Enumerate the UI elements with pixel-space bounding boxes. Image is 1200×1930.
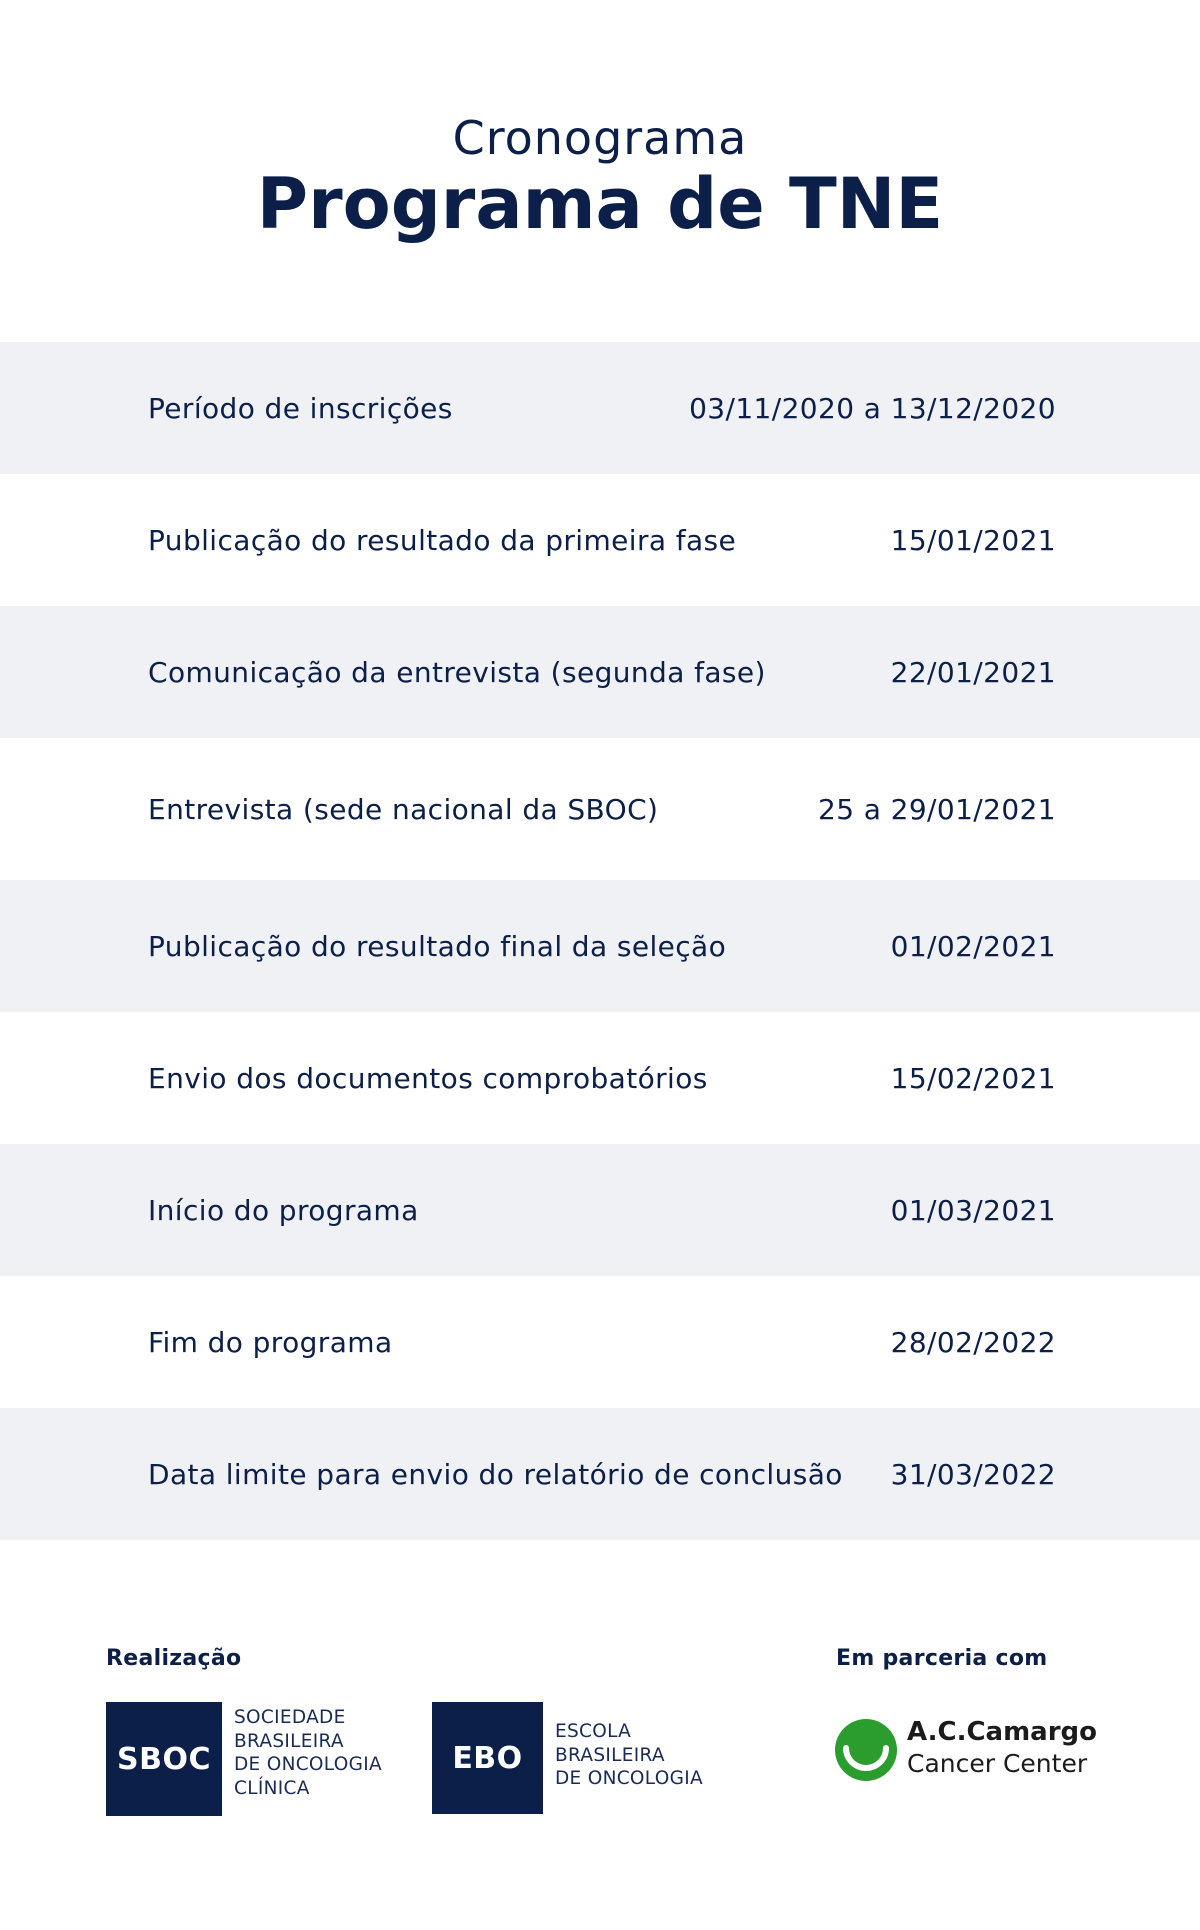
sboc-logo-line: SOCIEDADE [234,1707,346,1728]
schedule-label: Data limite para envio do relatório de conclusão [148,1457,843,1491]
schedule-label: Fim do programa [148,1325,393,1359]
sboc-logo-line: DE ONCOLOGIA [234,1754,382,1775]
partner-name: A.C.Camargo [907,1717,1097,1747]
schedule-date: 22/01/2021 [890,655,1056,689]
schedule-row [0,1408,1200,1540]
schedule-label: Entrevista (sede nacional da SBOC) [148,792,659,826]
schedule-date: 31/03/2022 [890,1457,1056,1491]
schedule-label: Período de inscrições [148,391,453,425]
ebo-logo: EBO [432,1702,543,1814]
schedule-row [0,1276,1200,1408]
page-title: Programa de TNE [256,163,944,245]
sboc-logo-line: CLÍNICA [234,1777,310,1799]
schedule-label: Publicação do resultado da primeira fase [148,523,737,557]
sboc-logo-line: BRASILEIRA [234,1730,344,1752]
page-subtitle: Cronograma [452,111,748,165]
partner-subtitle: Cancer Center [907,1749,1088,1778]
schedule-date: 15/02/2021 [890,1061,1056,1095]
ebo-logo-line: DE ONCOLOGIA [555,1768,703,1789]
parceria-heading: Em parceria com [836,1646,1048,1671]
schedule-row [0,880,1200,1012]
schedule-label: Início do programa [148,1193,419,1227]
schedule-date: 01/02/2021 [890,929,1056,963]
ebo-logo-text [555,1720,703,1791]
ebo-logo-line: BRASILEIRA [555,1744,665,1766]
schedule-row [0,1012,1200,1144]
smile-logo-icon [834,1718,898,1782]
ebo-logo-line: ESCOLA [555,1721,632,1742]
schedule-row [0,1144,1200,1276]
schedule-date: 28/02/2022 [890,1325,1056,1359]
footer [0,1640,1200,1840]
schedule-row [0,342,1200,474]
schedule-date: 25 a 29/01/2021 [818,792,1056,826]
schedule-label: Publicação do resultado final da seleção [148,929,727,963]
schedule-date: 15/01/2021 [890,523,1056,557]
sboc-logo-text [234,1706,382,1800]
schedule-date: 03/11/2020 a 13/12/2020 [689,391,1056,425]
schedule-table [0,342,1200,1540]
schedule-row [0,474,1200,606]
schedule-label: Comunicação da entrevista (segunda fase) [148,655,766,689]
schedule-row [0,738,1200,880]
schedule-date: 01/03/2021 [890,1193,1056,1227]
sboc-logo: SBOC [106,1702,222,1816]
realizacao-heading: Realização [106,1646,242,1671]
schedule-row [0,606,1200,738]
schedule-label: Envio dos documentos comprobatórios [148,1061,708,1095]
